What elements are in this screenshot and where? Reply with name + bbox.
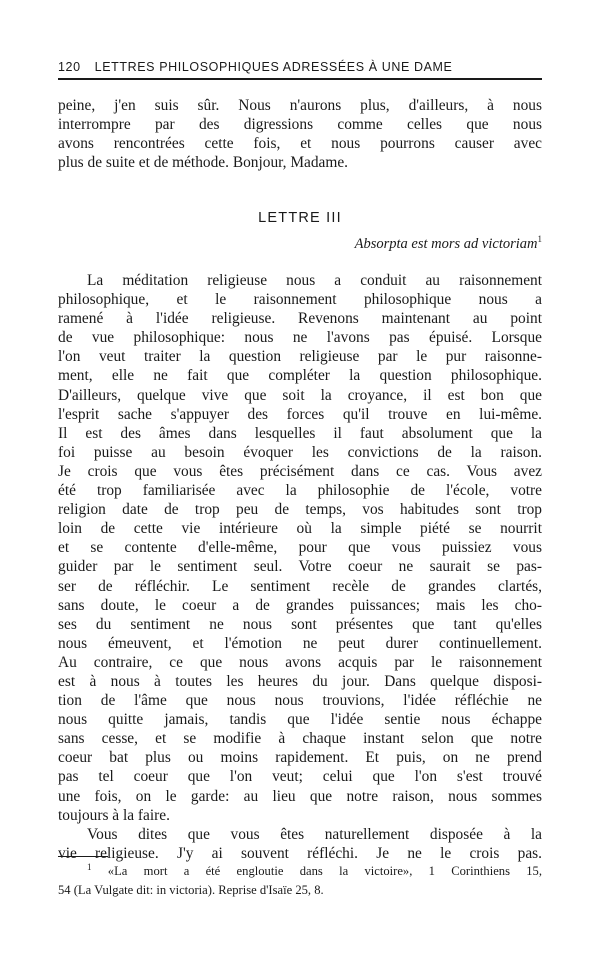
text-line: été trop familiarisée avec la philosophie de l'école, votre	[58, 482, 542, 500]
text-line: vie religieuse. J'y ai souvent réfléchi. Je ne le crois pas.	[58, 844, 542, 862]
epigraph-note-mark: 1	[537, 234, 542, 245]
text-line: ses du sentiment ne nous sont présentes que tant qu'elles	[58, 615, 542, 633]
text-line: sans cesse, et se modifie à chaque instant selon que notre	[58, 730, 542, 748]
text-line: ramené à l'idée religieuse. Revenons maintenant au point	[58, 310, 542, 328]
text-line: nous émeuvent, et l'émotion ne peut durer continuellement.	[58, 634, 542, 652]
letter-title: LETTRE III	[258, 210, 342, 226]
footnote	[58, 862, 542, 900]
text-line: l'esprit sache s'appuyer des forces qu'il trouve en lui-même.	[58, 405, 542, 423]
footnote-text: «La mort a été engloutie dans la victoire», 1 Corinthiens 15,	[107, 864, 543, 878]
running-head	[58, 60, 540, 80]
text-line: loin de cette vie intérieure où la simple piété se nourrit	[58, 520, 542, 538]
text-line: interrompre par des digressions comme celles que nous	[58, 116, 542, 134]
text-line: est à nous à toutes les heures du jour. Dans quelque disposi-	[58, 672, 542, 690]
text-line: Vous dites que vous êtes naturellement disposée à la	[87, 825, 542, 843]
text-line: ser de réfléchir. Le sentiment recèle de grandes clartés,	[58, 577, 542, 595]
footnote-mark: 1	[87, 861, 92, 872]
text-line: foi puisse au besoin évoquer les convictions de la raison.	[58, 443, 542, 461]
text-line: pas tel coeur que l'on veut; celui que l'on s'est trouvé	[58, 768, 542, 786]
intro-paragraph	[58, 96, 542, 172]
letter-body	[58, 271, 542, 863]
text-line: La méditation religieuse nous a conduit au raisonnement	[87, 272, 542, 289]
text-line: guider par le sentiment seul. Votre coeur ne saurait se pas-	[58, 558, 542, 576]
footnote-rule	[58, 856, 108, 857]
text-line: une fois, on le garde: au lieu que notre raison, nous sommes	[58, 787, 542, 805]
text-line: plus de suite et de méthode. Bonjour, Madame.	[58, 154, 349, 172]
page-number: 120	[58, 60, 81, 74]
text-line: Au contraire, ce que nous avons acquis par le raisonnement	[58, 653, 542, 671]
text-line: l'on veut traiter la question religieuse par le pur raisonne-	[58, 348, 542, 366]
footnote-line	[58, 862, 542, 881]
epigraph	[58, 236, 542, 253]
text-line: nous quitte jamais, tandis que l'idée sentie nous échappe	[58, 711, 542, 729]
text-line: peine, j'en suis sûr. Nous n'aurons plus, d'ailleurs, à nous	[58, 97, 542, 114]
text-line: tion de l'âme que nous nous trouvions, l'idée réfléchie ne	[58, 692, 542, 710]
text-line: religion date de trop peu de temps, vos habitudes sont trop	[58, 501, 542, 519]
header-rule	[58, 78, 542, 80]
text-line: Il est des âmes dans lesquelles il faut absolument que la	[58, 424, 542, 442]
text-line: coeur bat plus ou moins rapidement. Et puis, on ne prend	[58, 749, 542, 767]
text-line: avons rencontrées cette fois, et nous pourrons causer avec	[58, 135, 542, 153]
footnote-line: 54 (La Vulgate dit: in victoria). Reprise d'Isaïe 25, 8.	[58, 883, 324, 897]
text-line: de vue philosophique: nous ne l'avons pas épuisé. Lorsque	[58, 329, 542, 347]
epigraph-text: Absorpta est mors ad victoriam	[354, 236, 538, 252]
text-line: sans doute, le coeur a de grandes puissances; mais les cho-	[58, 596, 542, 614]
text-line: philosophique, et le raisonnement philosophique nous a	[58, 291, 542, 309]
text-line: et se contente d'elle-même, pour que vous puissiez vous	[58, 539, 542, 557]
text-line: D'ailleurs, quelque vive que soit la croyance, il est bon que	[58, 386, 542, 404]
text-line: toujours à la faire.	[58, 806, 170, 824]
text-line: ment, elle ne fait que compléter la question philosophique.	[58, 367, 542, 385]
running-head-title: LETTRES PHILOSOPHIQUES ADRESSÉES À UNE DAME	[94, 60, 453, 74]
text-line: Je crois que vous êtes précisément dans ce cas. Vous avez	[58, 462, 542, 480]
